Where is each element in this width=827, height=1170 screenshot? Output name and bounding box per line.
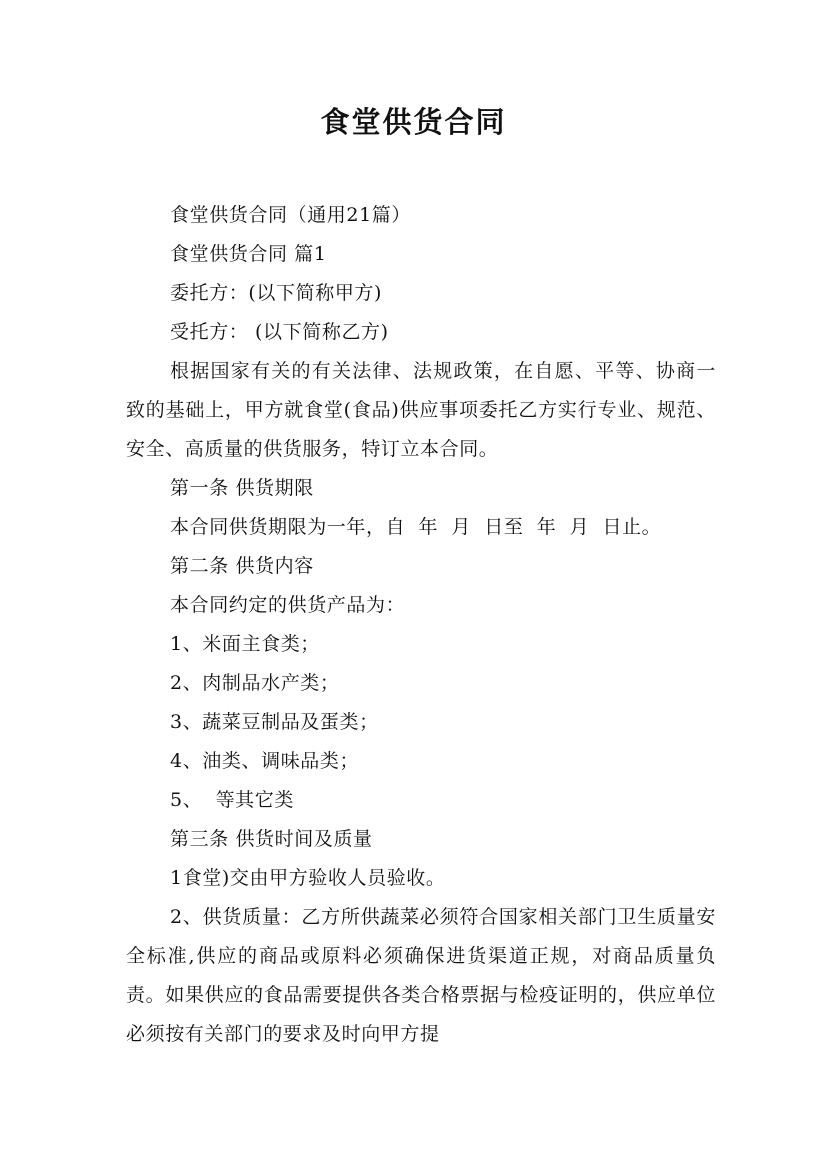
document-title: 食堂供货合同 <box>320 105 507 139</box>
paragraph: 受托方： (以下简称乙方) <box>170 321 389 343</box>
paragraph: 食堂供货合同（通用21篇） <box>170 204 411 226</box>
paragraph: 根据国家有关的有关法律、法规政策，在自愿、平等、协商一致的基础上，甲方就食堂(食品)供应事项委托乙方实行专业、规范、安全、高质量的供货服务，特订立本合同。 <box>126 360 716 460</box>
paragraph: 2、供货质量：乙方所供蔬菜必须符合国家相关部门卫生质量安全标准,供应的商品或原料必须确保进货渠道正规，对商品质量负责。如果供应的食品需要提供各类合格票据与检疫证明的，供应单位必须按有关部门的要求及时向甲方提 <box>126 906 716 1045</box>
paragraph: 1食堂)交由甲方验收人员验收。 <box>170 867 446 889</box>
list-item: 2、肉制品水产类； <box>170 672 340 694</box>
list-item: 5、 等其它类 <box>170 789 294 811</box>
list-item: 4、油类、调味品类； <box>170 750 360 772</box>
document-body <box>126 196 716 1054</box>
list-item: 1、米面主食类； <box>170 633 320 655</box>
paragraph: 本合同供货期限为一年，自 年 月 日至 年 月 日止。 <box>170 516 662 538</box>
section-heading: 第三条 供货时间及质量 <box>170 828 373 850</box>
paragraph: 食堂供货合同 篇1 <box>170 243 327 265</box>
section-heading: 第二条 供货内容 <box>170 555 314 577</box>
paragraph: 委托方：(以下简称甲方) <box>170 282 383 304</box>
list-item: 3、蔬菜豆制品及蛋类； <box>170 711 379 733</box>
paragraph: 本合同约定的供货产品为： <box>170 594 406 616</box>
section-heading: 第一条 供货期限 <box>170 477 314 499</box>
